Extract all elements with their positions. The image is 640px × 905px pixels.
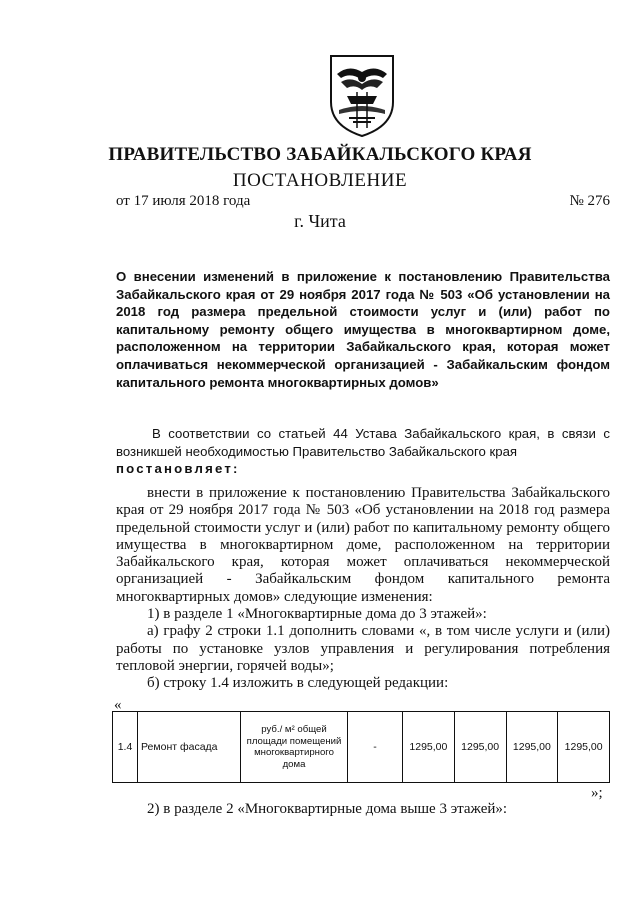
government-title: ПРАВИТЕЛЬСТВО ЗАБАЙКАЛЬСКОГО КРАЯ <box>108 144 532 165</box>
cell-value-1: 1295,00 <box>403 712 455 783</box>
document-type: ПОСТАНОВЛЕНИЕ <box>232 170 408 191</box>
item-2: 2) в разделе 2 «Многоквартирные дома выше 3 этажей»: <box>147 801 508 817</box>
cell-dash: - <box>348 712 403 783</box>
amendment-table <box>112 711 610 783</box>
cell-work-name: Ремонт фасада <box>138 712 241 783</box>
amendment-intro: внести в приложение к постановлению Правительства Забайкальского края от 29 ноября 2017 года № 503 «Об установлении на 2018 год размера предельной стоимости услуг и (или) работ по капитальному ремонту общего имущества в многоквартирном доме, расположенном на территории Забайкальского края, которая может оплачиваться некоммерческой организацией - Забайкальским фондом капитального ремонта многоквартирных домов» следующие изменения: <box>116 485 610 605</box>
cell-value-4: 1295,00 <box>558 712 610 783</box>
table-row <box>113 712 610 783</box>
resolves-word: постановляет: <box>116 461 240 477</box>
closing-quote: »; <box>591 785 603 801</box>
document-subject: О внесении изменений в приложение к постановлению Правительства Забайкальского края от 29 ноября 2017 года № 503 «Об установлении на 2018 год размера предельной стоимости услуг и (или) работ по капитальному ремонту общего имущества в многоквартирном доме, расположенном на территории Забайкальского края, которая может оплачиваться некоммерческой организацией - Забайкальским фондом капитального ремонта многоквартирных домов» <box>116 269 610 390</box>
legal-basis-text: В соответствии со статьей 44 Устава Забайкальского края, в связи с возникшей необходимостью Правительство Забайкальского края <box>116 426 610 459</box>
cell-row-number: 1.4 <box>113 712 138 783</box>
legal-basis <box>116 425 610 478</box>
document-date: от 17 июля 2018 года <box>116 193 251 209</box>
cell-unit: руб./ м² общей площади помещений многоквартирного дома <box>241 712 348 783</box>
item-1b: б) строку 1.4 изложить в следующей редакции: <box>147 675 449 692</box>
opening-quote: « <box>114 697 122 713</box>
item-1a: а) графу 2 строки 1.1 дополнить словами «, в том числе услуги и (или) работы по установке узлов управления и регулирования потребления тепловой энергии, горячей воды»; <box>116 623 610 674</box>
cell-value-2: 1295,00 <box>454 712 506 783</box>
coat-of-arms <box>327 52 397 138</box>
document-city: г. Чита <box>294 211 346 231</box>
item-1: 1) в разделе 1 «Многоквартирные дома до 3 этажей»: <box>147 606 487 623</box>
coat-of-arms-icon <box>327 52 397 138</box>
document-number: № 276 <box>569 193 610 209</box>
cell-value-3: 1295,00 <box>506 712 558 783</box>
document-body <box>116 485 610 693</box>
